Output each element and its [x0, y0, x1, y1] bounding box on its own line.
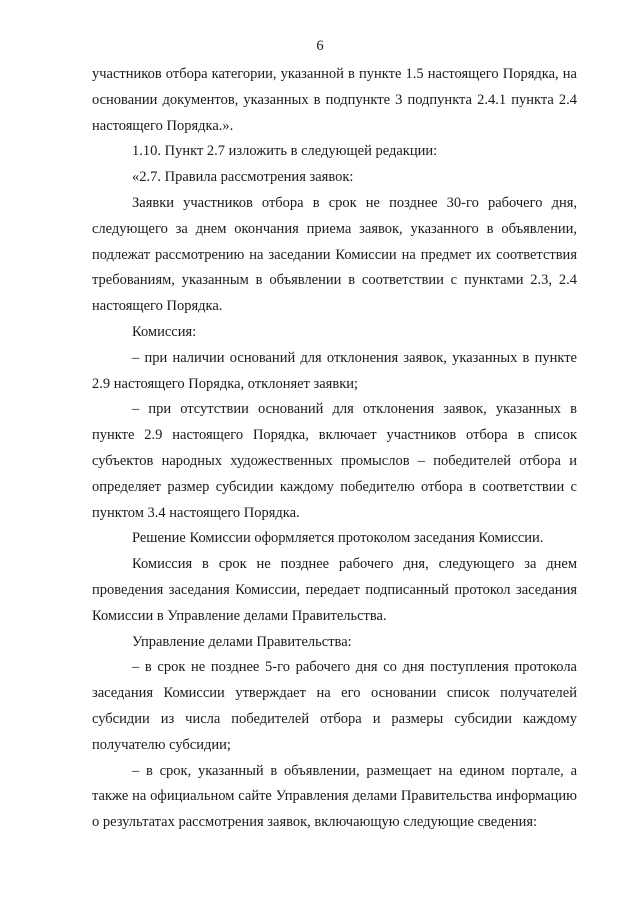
document-body: [92, 62, 577, 836]
page-number: 6: [316, 38, 324, 54]
paragraph-section-heading: «2.7. Правила рассмотрения заявок:: [132, 169, 354, 186]
paragraph: Решение Комиссии оформляется протоколом заседания Комиссии.: [132, 530, 544, 547]
paragraph-continuation: участников отбора категории, указанной в пункте 1.5 настоящего Порядка, на основании документов, указанных в подпункте 3 подпункта 2.4.1 пункта 2.4 настоящего Порядка.».: [92, 66, 577, 134]
paragraph: Заявки участников отбора в срок не позднее 30-го рабочего дня, следующего за днем окончания приема заявок, указанного в объявлении, подлежат рассмотрению на заседании Комиссии на предмет их соответствия требованиям, указанным в объявлении в соответствии с пунктами 2.3, 2.4 настоящего Порядка.: [92, 194, 577, 315]
paragraph: Комиссия в срок не позднее рабочего дня, следующего за днем проведения заседания Комиссии, передает подписанный протокол заседания Комиссии в Управление делами Правительства.: [92, 556, 577, 624]
paragraph-list-item: – при наличии оснований для отклонения заявок, указанных в пункте 2.9 настоящего Порядка, отклоняет заявки;: [92, 349, 577, 392]
paragraph: Комиссия:: [132, 323, 197, 340]
paragraph-list-item: – при отсутствии оснований для отклонения заявок, указанных в пункте 2.9 настоящего Порядка, включает участников отбора в список субъектов народных художественных промыслов – победителей отбора и определяет размер субсидии каждому победителю отбора в соответствии с пунктом 3.4 настоящего Порядка.: [92, 401, 577, 521]
paragraph-list-item: – в срок не позднее 5-го рабочего дня со дня поступления протокола заседания Комиссии утверждает на его основании список получателей субсидии из числа победителей отбора и размеры субсидии каждому получателю субсидии;: [92, 659, 577, 753]
paragraph: Управление делами Правительства:: [132, 633, 352, 650]
paragraph-amendment-item: 1.10. Пункт 2.7 изложить в следующей редакции:: [132, 143, 438, 160]
paragraph-list-item: – в срок, указанный в объявлении, размещает на едином портале, а также на официальном сайте Управления делами Правительства информацию о результатах рассмотрения заявок, включающую следующие сведения:: [92, 762, 577, 831]
